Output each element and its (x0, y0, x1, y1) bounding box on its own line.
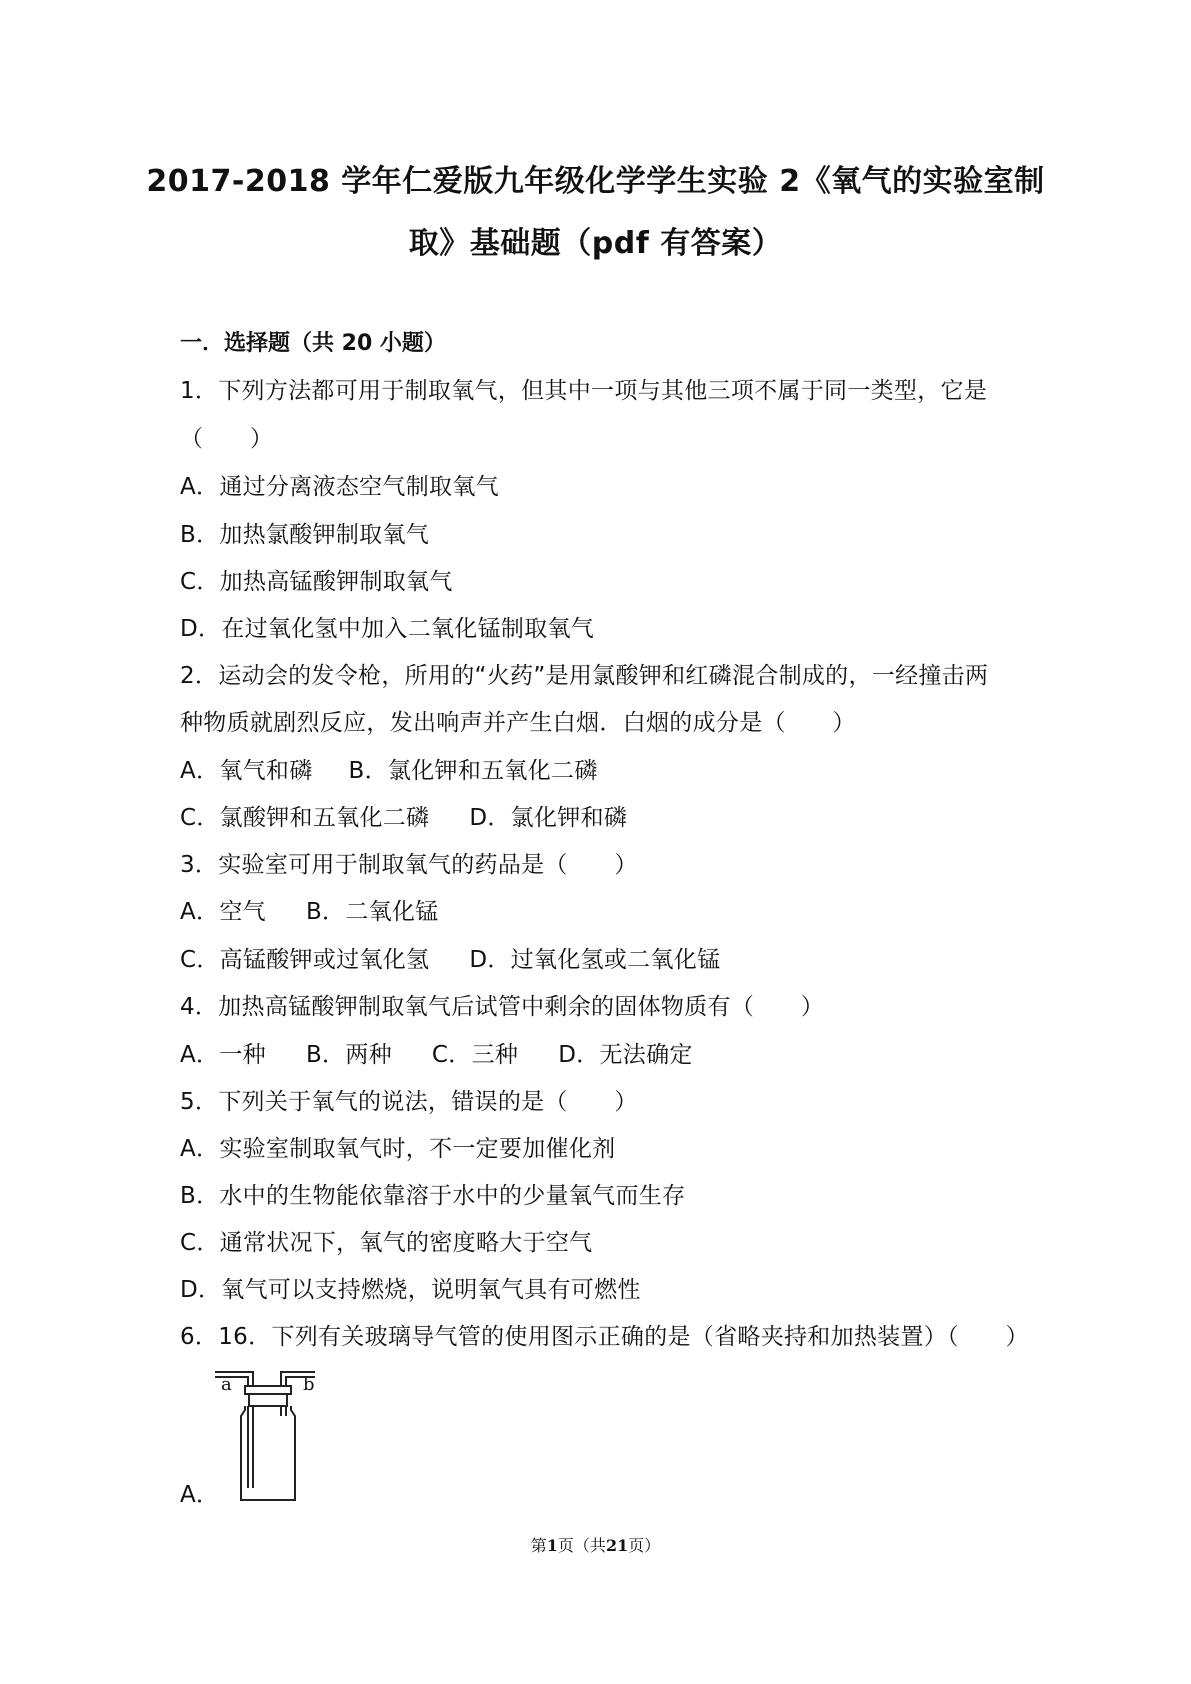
q4-options (180, 1036, 693, 1069)
q2-option-d: D．氯化钾和磷 (469, 805, 628, 831)
q1-option-c: C．加热高锰酸钾制取氧气 (180, 569, 453, 595)
q1-option-d: D．在过氧化氢中加入二氧化锰制取氧气 (180, 616, 595, 642)
q4-option-d: D．无法确定 (558, 1042, 693, 1068)
q3-options-cd (180, 941, 720, 974)
bottle-body (241, 1406, 295, 1500)
q3-options-ab (180, 893, 439, 926)
q5-option-b: B．水中的生物能依靠溶于水中的少量氧气而生存 (180, 1183, 686, 1209)
q5-option-d: D．氧气可以支持燃烧，说明氧气具有可燃性 (180, 1277, 641, 1303)
q4-stem: 4．加热高锰酸钾制取氧气后试管中剩余的固体物质有（ ） (180, 994, 825, 1020)
q3-option-c: C．高锰酸钾或过氧化氢 (180, 947, 430, 973)
doc-title-line2: 取》基础题（pdf 有答案） (408, 226, 783, 261)
q4-option-c: C．三种 (431, 1042, 519, 1068)
page-footer (0, 1533, 1191, 1556)
q5-stem: 5．下列关于氧气的说法，错误的是（ ） (180, 1089, 638, 1115)
gas-bottle-diagram (215, 1360, 325, 1506)
footer-pre: 第 (530, 1536, 547, 1555)
footer-page-number: 1 (546, 1536, 558, 1555)
q2-option-b: B．氯化钾和五氧化二磷 (348, 758, 598, 784)
footer-post: 页） (628, 1536, 661, 1555)
q4-option-b: B．两种 (305, 1042, 392, 1068)
q1-option-b: B．加热氯酸钾制取氧气 (180, 522, 430, 548)
doc-title-line1: 2017-2018 学年仁爱版九年级化学学生实验 2《氧气的实验室制 (146, 164, 1045, 199)
gas-washing-bottle-figure (215, 1360, 325, 1510)
stopper-plug (249, 1394, 287, 1406)
q2-option-c: C．氯酸钾和五氧化二磷 (180, 805, 430, 831)
fig-label-a: a (221, 1374, 232, 1395)
q5-option-c: C．通常状况下，氧气的密度略大于空气 (180, 1230, 593, 1256)
q5-option-a: A．实验室制取氧气时，不一定要加催化剂 (180, 1136, 616, 1162)
q4-option-a: A．一种 (180, 1042, 266, 1068)
q2-stem-line1: 2．运动会的发令枪，所用的“火药”是用氯酸钾和红磷混合制成的，一经撞击两 (180, 663, 989, 689)
q2-options-ab (180, 752, 598, 785)
section-heading: 一．选择题（共 20 小题） (180, 331, 446, 356)
fig-label-b: b (303, 1374, 315, 1395)
stopper-cap (245, 1386, 291, 1394)
q1-option-a: A．通过分离液态空气制取氧气 (180, 474, 499, 500)
q3-option-a: A．空气 (180, 899, 266, 925)
q3-stem: 3．实验室可用于制取氧气的药品是（ ） (180, 852, 638, 878)
q1-stem-line1: 1．下列方法都可用于制取氧气，但其中一项与其他三项不属于同一类型，它是 (180, 378, 988, 404)
footer-mid: 页（共 (557, 1536, 606, 1555)
q2-options-cd (180, 799, 627, 832)
q2-stem-line2: 种物质就剧烈反应，发出响声并产生白烟．白烟的成分是（ ） (180, 710, 856, 736)
q1-stem-line2: （ ） (180, 426, 274, 452)
q6-option-a-label: A． (180, 1482, 220, 1508)
q3-option-d: D．过氧化氢或二氧化锰 (469, 947, 721, 973)
q2-option-a: A．氧气和磷 (180, 758, 313, 784)
q3-option-b: B．二氧化锰 (305, 899, 439, 925)
q6-stem: 6．16．下列有关玻璃导气管的使用图示正确的是（省略夹持和加热装置）（ ） (180, 1324, 1029, 1350)
footer-total-pages: 21 (605, 1536, 629, 1555)
